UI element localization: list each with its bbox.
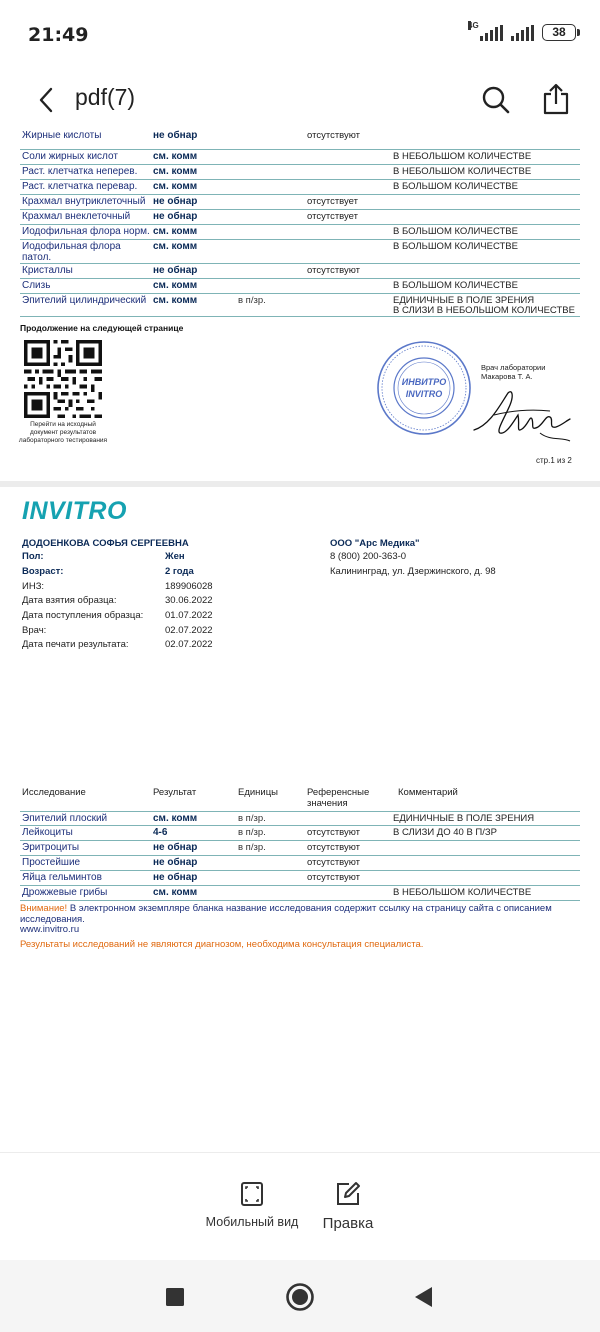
table-row <box>20 871 580 886</box>
notice-warning-label: Внимание! <box>20 903 68 914</box>
test-reference: отсутствуют <box>307 872 361 883</box>
square-icon <box>165 1287 185 1307</box>
edit-icon <box>335 1181 361 1207</box>
test-unit: в п/зр. <box>238 842 266 853</box>
lab-stamp-icon <box>376 340 472 436</box>
test-comment-line2: В СЛИЗИ В НЕБОЛЬШОМ КОЛИЧЕСТВЕ <box>393 305 575 316</box>
mobile-view-label: Мобильный вид <box>205 1215 299 1229</box>
search-button[interactable] <box>476 80 516 120</box>
mobile-view-icon <box>239 1181 265 1207</box>
field-value: 30.06.2022 <box>165 595 213 606</box>
lab-name: ООО "Арс Медика" <box>330 538 420 549</box>
patient-name: ДОДОЕНКОВА СОФЬЯ СЕРГЕЕВНА <box>22 538 189 549</box>
field-value: Жен <box>165 551 185 562</box>
field-value: 189906028 <box>165 581 213 592</box>
chevron-left-icon <box>38 87 54 113</box>
recents-button[interactable] <box>160 1282 190 1312</box>
doctor-role: Врач лаборатории <box>481 363 546 372</box>
page-number: стр.1 из 2 <box>536 456 572 465</box>
home-circle-icon <box>285 1282 315 1312</box>
test-comment: В БОЛЬШОМ КОЛИЧЕСТВЕ <box>393 241 518 252</box>
test-name: Яйца гельминтов <box>22 872 102 883</box>
column-header-units: Единицы <box>238 787 279 798</box>
results-disclaimer: Результаты исследований не являются диагнозом, необходима консультация специалиста. <box>20 939 424 950</box>
home-button[interactable] <box>285 1282 315 1312</box>
table-row <box>20 150 580 165</box>
test-comment: ЕДИНИЧНЫЕ В ПОЛЕ ЗРЕНИЯ <box>393 813 535 824</box>
test-result: не обнар <box>153 265 198 276</box>
test-result: см. комм <box>153 166 198 177</box>
test-result: см. комм <box>153 280 198 291</box>
pdf-viewport[interactable] <box>0 130 600 1152</box>
test-result: не обнар <box>153 211 198 222</box>
battery-level: 38 <box>552 25 566 39</box>
table-row <box>20 240 580 264</box>
test-result: не обнар <box>153 842 198 853</box>
qr-code[interactable] <box>24 340 102 418</box>
battery-icon <box>542 24 576 41</box>
table-row <box>20 195 580 210</box>
field-label: Врач: <box>22 625 47 636</box>
field-label: ИНЗ: <box>22 581 45 592</box>
test-reference: отсутствуют <box>307 130 361 141</box>
test-name: Эритроциты <box>22 842 80 853</box>
test-comment: В СЛИЗИ ДО 40 В П/ЗР <box>393 827 497 838</box>
bottom-toolbar <box>0 1152 600 1260</box>
pdf-page-2 <box>0 487 600 1152</box>
svg-text:ИНВИТРО: ИНВИТРО <box>401 377 447 387</box>
table-row <box>20 225 580 240</box>
field-label: Пол: <box>22 551 44 562</box>
svg-text:INVITRO: INVITRO <box>405 389 443 399</box>
field-value: 02.07.2022 <box>165 625 213 636</box>
test-name: Кристаллы <box>22 265 73 276</box>
test-result: см. комм <box>153 887 198 898</box>
field-label: Дата печати результата: <box>22 639 129 650</box>
table-row <box>20 165 580 180</box>
test-name: Крахмал внеклеточный <box>22 211 131 222</box>
table-row <box>20 210 580 225</box>
test-name: Раст. клетчатка перевар. <box>22 181 138 192</box>
table-row <box>20 841 580 856</box>
test-name: Иодофильная флора патол. <box>22 241 121 263</box>
qr-caption: Перейти на исходный документ результатов лабораторного тестирования <box>18 421 108 444</box>
table-row <box>20 180 580 195</box>
test-unit: в п/зр. <box>238 813 266 824</box>
test-comment: В НЕБОЛЬШОМ КОЛИЧЕСТВЕ <box>393 166 532 177</box>
pdf-page-1 <box>0 130 600 482</box>
share-button[interactable] <box>536 78 576 120</box>
invitro-logo: INVITRO <box>22 497 127 525</box>
test-name: Лейкоциты <box>22 827 73 838</box>
test-comment: ЕДИНИЧНЫЕ В ПОЛЕ ЗРЕНИЯ <box>393 295 535 306</box>
table-row <box>20 856 580 871</box>
test-result: см. комм <box>153 226 198 237</box>
test-comment: В БОЛЬШОМ КОЛИЧЕСТВЕ <box>393 226 518 237</box>
test-reference: отсутствуют <box>307 857 361 868</box>
test-reference: отсутствует <box>307 211 358 222</box>
table-row <box>20 294 580 317</box>
test-name: Простейшие <box>22 857 81 868</box>
test-result: не обнар <box>153 857 198 868</box>
lab-phone: 8 (800) 200-363-0 <box>330 551 407 562</box>
field-value: 2 года <box>165 566 194 577</box>
notice-text: В электронном экземпляре бланка название исследования содержит ссылку на страницу сайта с описанием исследования. <box>20 903 552 925</box>
test-reference: отсутствуют <box>307 827 361 838</box>
test-name: Слизь <box>22 280 51 291</box>
status-bar <box>0 0 600 72</box>
field-value: 02.07.2022 <box>165 639 213 650</box>
test-comment: В БОЛЬШОМ КОЛИЧЕСТВЕ <box>393 280 518 291</box>
search-icon <box>481 85 511 115</box>
column-header-test: Исследование <box>22 787 86 798</box>
test-result: см. комм <box>153 241 198 252</box>
table-row <box>20 886 580 901</box>
app-header <box>0 72 600 130</box>
test-comment: В НЕБОЛЬШОМ КОЛИЧЕСТВЕ <box>393 887 532 898</box>
test-result: не обнар <box>153 196 198 207</box>
table-row <box>20 826 580 841</box>
share-icon <box>542 83 570 115</box>
field-label: Дата поступления образца: <box>22 610 144 621</box>
test-name: Раст. клетчатка неперев. <box>22 166 138 177</box>
test-name: Жирные кислоты <box>22 130 102 141</box>
mobile-view-button[interactable] <box>200 1181 304 1229</box>
back-button[interactable] <box>28 80 64 120</box>
test-result: см. комм <box>153 813 198 824</box>
test-result: см. комм <box>153 151 198 162</box>
table-row <box>20 279 580 294</box>
test-name: Соли жирных кислот <box>22 151 118 162</box>
triangle-back-icon <box>413 1286 433 1308</box>
cellular-signal-icon <box>468 20 503 41</box>
doctor-signature-icon <box>470 385 575 445</box>
table-row <box>20 811 580 826</box>
edit-button[interactable] <box>314 1181 382 1232</box>
test-name: Иодофильная флора норм. <box>22 226 150 237</box>
test-result: 4-6 <box>153 827 168 838</box>
test-result: см. комм <box>153 181 198 192</box>
continued-note: Продолжение на следующей странице <box>20 323 184 333</box>
field-value: 01.07.2022 <box>165 610 213 621</box>
document-title: pdf(7) <box>75 84 136 110</box>
test-result: см. комм <box>153 295 198 306</box>
test-result: не обнар <box>153 872 198 883</box>
test-result: не обнар <box>153 130 198 141</box>
test-name: Эпителий плоский <box>22 813 108 824</box>
column-header-reference: Референсные значения <box>307 787 370 809</box>
field-label: Возраст: <box>22 566 64 577</box>
test-name: Эпителий цилиндрический <box>22 295 147 306</box>
cellular-signal-2-icon <box>511 25 534 41</box>
test-name: Дрожжевые грибы <box>22 887 108 898</box>
status-icons <box>468 20 576 41</box>
column-header-result: Результат <box>153 787 197 798</box>
test-name: Крахмал внутриклеточный <box>22 196 146 207</box>
column-header-comment: Комментарий <box>398 787 458 798</box>
test-reference: отсутствует <box>307 196 358 207</box>
test-unit: в п/зр. <box>238 827 266 838</box>
table-row <box>20 130 580 150</box>
website-link[interactable]: www.invitro.ru <box>20 924 80 935</box>
table-row <box>20 264 580 279</box>
test-comment: В БОЛЬШОМ КОЛИЧЕСТВЕ <box>393 181 518 192</box>
field-label: Дата взятия образца: <box>22 595 117 606</box>
system-nav-bar <box>0 1260 600 1332</box>
test-reference: отсутствуют <box>307 265 361 276</box>
network-type-label: 4G <box>468 20 479 30</box>
doctor-name: Макарова Т. А. <box>481 372 533 381</box>
electronic-copy-notice <box>20 903 585 925</box>
test-unit: в п/зр. <box>238 295 266 306</box>
test-reference: отсутствуют <box>307 842 361 853</box>
back-nav-button[interactable] <box>408 1282 438 1312</box>
lab-address: Калининград, ул. Дзержинского, д. 98 <box>330 566 496 577</box>
edit-label: Правка <box>322 1215 374 1232</box>
status-time: 21:49 <box>28 24 89 46</box>
test-comment: В НЕБОЛЬШОМ КОЛИЧЕСТВЕ <box>393 151 532 162</box>
